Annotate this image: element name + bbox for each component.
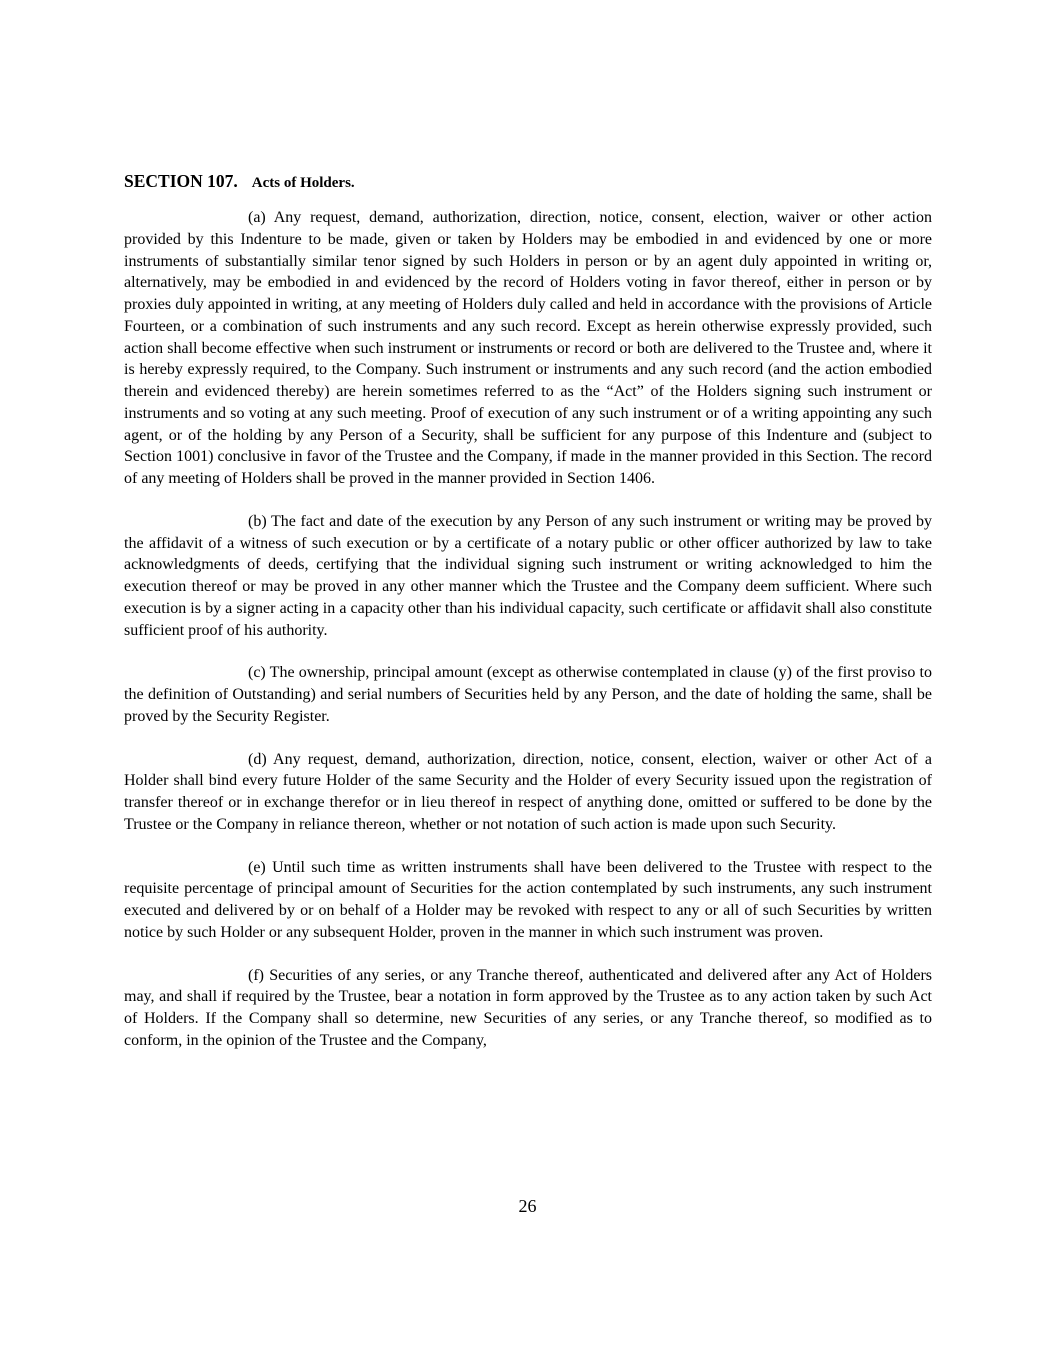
paragraph-f: (f) Securities of any series, or any Tranche thereof, authenticated and delivered after any Act of Holders may, and shall if required by the Trustee, bear a notation in form approved by the Trustee as to any action taken by such Act of Holders. If the Company shall so determine, new Securities of any series, or any Tranche thereof, so modified as to conform, in the opinion of the Trustee and the Company, bbox=[124, 966, 932, 1049]
paragraph-e: (e) Until such time as written instruments shall have been delivered to the Trustee with respect to the requisite percentage of principal amount of Securities for the action contemplated by such instruments, any such instrument executed and delivered by or on behalf of a Holder may be revoked with respect to any or all of such Securities by written notice by such Holder or any subsequent Holder, proven in the manner in which such instrument was proven. bbox=[124, 858, 932, 941]
paragraph-d: (d) Any request, demand, authorization, direction, notice, consent, election, waiver or other Act of a Holder shall bind every future Holder of the same Security and the Holder of every Security issued upon the registration of transfer thereof or in exchange therefor or in lieu thereof in respect of anything done, omitted or suffered to be done by the Trustee or the Company in reliance thereon, whether or not notation of such action is made upon such Security. bbox=[124, 750, 932, 833]
paragraph-b: (b) The fact and date of the execution by any Person of any such instrument or writing may be proved by the affidavit of a witness of such execution or by a certificate of a notary public or other officer authorized by law to take acknowledgments of deeds, certifying that the individual signing such instrument or writing acknowledged to him the execution thereof or may be proved in any other manner which the Trustee and the Company deem sufficient. Where such execution is by a signer acting in a capacity other than his individual capacity, such certificate or affidavit shall also constitute sufficient proof of his authority. bbox=[124, 512, 932, 639]
paragraph-a: (a) Any request, demand, authorization, direction, notice, consent, election, waiver or other action provided by this Indenture to be made, given or taken by Holders may be embodied in and evidenced by one or more instruments of substantially similar tenor signed by such Holders in person or by an agent duly appointed in writing or, alternatively, may be embodied in and evidenced by the record of Holders voting in favor thereof, either in person or by proxies duly appointed in writing, at any meeting of Holders duly called and held in accordance with the provisions of Article Fourteen, or a combination of such instruments and any such record. Except as herein otherwise expressly provided, such action shall become effective when such instrument or instruments or record or both are delivered to the Trustee and, where it is hereby expressly required, to the Company. Such instrument or instruments and any such record (and the action embodied therein and evidenced thereby) are herein sometimes referred to as the “Act” of the Holders signing such instrument or instruments and so voting at any such meeting. Proof of execution of any such instrument or of a writing appointing any such agent, or of the holding by any Person of a Security, shall be sufficient for any purpose of this Indenture and (subject to Section 1001) conclusive in favor of the Trustee and the Company, if made in the manner provided in this Section. The record of any meeting of Holders shall be proved in the manner provided in Section 1406. bbox=[124, 209, 932, 487]
section-title: Acts of Holders. bbox=[251, 175, 355, 191]
paragraph-c: (c) The ownership, principal amount (except as otherwise contemplated in clause (y) of the first proviso to the definition of Outstanding) and serial numbers of Securities held by any Person, and the date of holding the same, shall be proved by the Security Register. bbox=[124, 664, 932, 725]
section-number: SECTION 107. bbox=[124, 171, 238, 191]
document-body bbox=[124, 171, 932, 1073]
section-heading bbox=[124, 171, 932, 193]
page-number: 26 bbox=[518, 1196, 537, 1216]
